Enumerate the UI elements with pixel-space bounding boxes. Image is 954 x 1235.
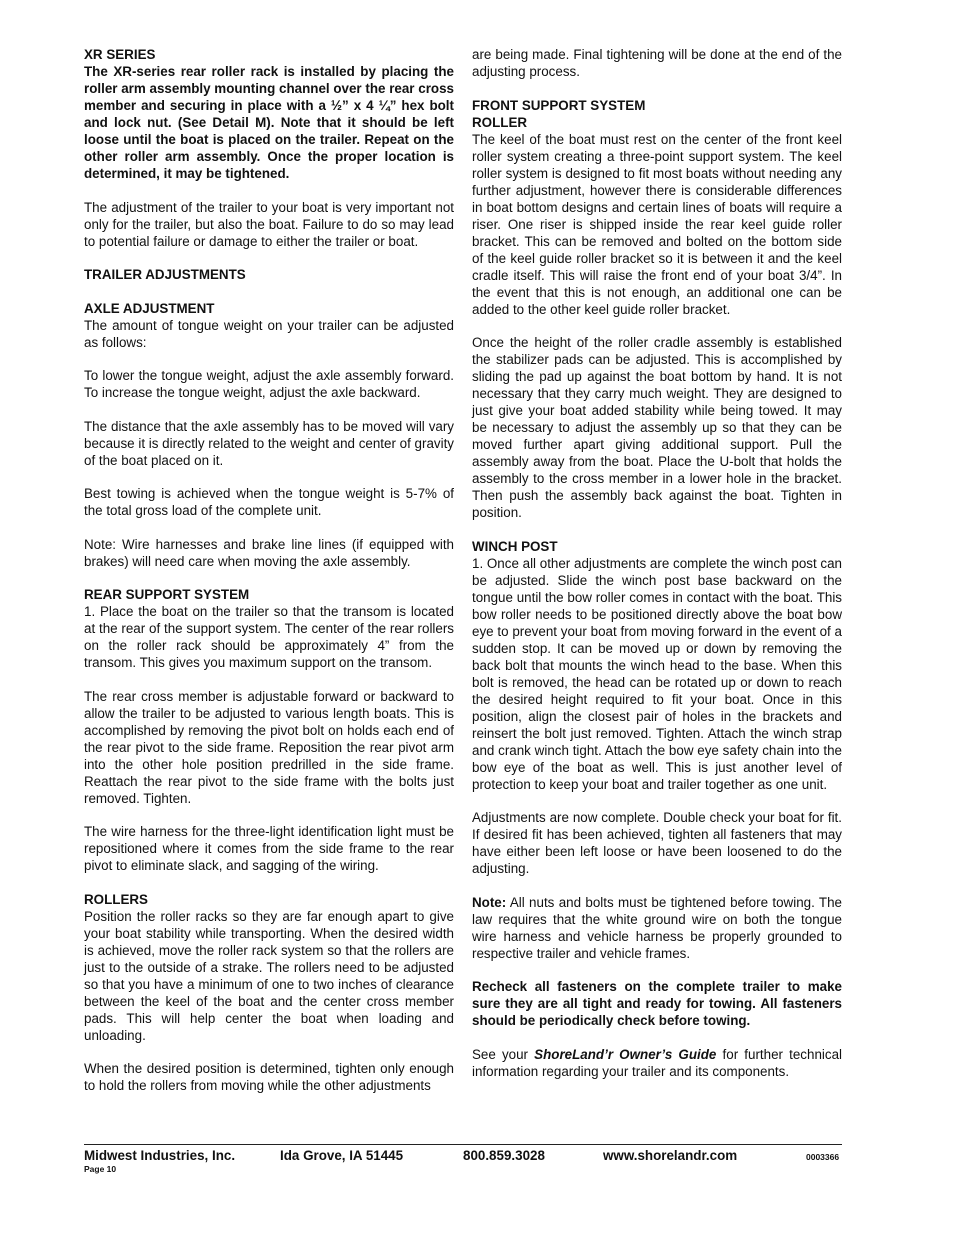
rollers-paragraph-2: When the desired position is determined, tighten only enough to hold the rollers from moving while the other adjustments <box>84 1061 454 1093</box>
page-number: Page 10 <box>84 1164 117 1174</box>
note-paragraph <box>472 894 842 962</box>
footer-company: Midwest Industries, Inc. <box>84 1148 236 1163</box>
recheck-paragraph: Recheck all fasteners on the complete trailer to make sure they are all tight and ready for towing. All fasteners should be periodically check before towing. <box>472 979 842 1028</box>
rear-support-section <box>84 586 454 671</box>
footer-divider <box>84 1144 842 1145</box>
axle-paragraph-2: To lower the tongue weight, adjust the axle assembly forward. To increase the tongue weight, adjust the axle backward. <box>84 368 454 400</box>
footer <box>84 1148 842 1168</box>
front-support-section <box>472 97 842 318</box>
winch-post-section <box>472 538 842 793</box>
axle-adjustment-heading: AXLE ADJUSTMENT <box>84 300 215 316</box>
front-support-subheading: ROLLER <box>472 114 528 130</box>
footer-city: Ida Grove, IA 51445 <box>280 1148 404 1163</box>
axle-paragraph-3: The distance that the axle assembly has to be moved will vary because it is directly related to the weight and center of gravity of the boat placed on it. <box>84 418 454 468</box>
front-support-paragraph-2: Once the height of the roller cradle assembly is established the stabilizer pads can be adjusted. This is accomplished by sliding the pad up against the boat bottom by hand. It is not necessary that they carry much weight. They are designed to just give your boat added stability while being towed. It may be necessary to adjust the assembly up so that they can be moved further apart giving additional support. Pull the assembly away from the boat. Place the U-bolt that holds the assembly to the cross member in a lower hole in the bracket. Then push the assembly back against the boat. Tighten in position. <box>472 335 842 520</box>
footer-doc-code: 0003366 <box>806 1152 840 1162</box>
see-guide-suffix: for further technical information regarding your trailer and its components. <box>472 1046 842 1079</box>
left-column <box>84 46 454 1094</box>
xr-series-heading: XR SERIES <box>84 47 156 62</box>
adjustments-complete-paragraph: Adjustments are now complete. Double check your boat for fit. If desired fit has been achieved, tighten all fasteners that may have either been left loose or have been loosened to do the adjusting. <box>472 810 842 876</box>
winch-post-body: 1. Once all other adjustments are complete the winch post can be adjusted. Slide the winch post base backward on the tongue until the bow roller comes in contact with the boat. This bow roller needs to be positioned directly above the boat bow eye to prevent your boat from moving forward in the event of a sudden stop. It can be moved up or down by removing the back bolt that mounts the winch head to the base. When this bolt is removed, the head can be rotated up or down to reach the desired height required to fit your boat. Once in this position, align the closest pair of holes in the brackets and reinsert the bolt just removed. Tighten. Attach the winch strap and crank winch tight. Attach the bow eye safety chain into the bow eye of the boat as well. This is just another level of protection to keep your boat and trailer together as one unit. <box>472 555 842 792</box>
rollers-section <box>84 891 454 1044</box>
xr-series-section <box>84 46 454 182</box>
rollers-body: Position the roller racks so they are far enough apart to give your boat stability while transporting. When the desired width is achieved, move the roller rack system so that the rollers are just to the outside of a strake. The rollers need to be adjusted so that you have a minimum of one to two inches of clearance between the keel of the boat and the center cross member pads. This will help center the boat when loading and unloading. <box>84 908 454 1043</box>
axle-paragraph-4: Best towing is achieved when the tongue weight is 5-7% of the total gross load of the complete unit. <box>84 486 454 518</box>
winch-post-heading: WINCH POST <box>472 538 558 554</box>
front-support-heading: FRONT SUPPORT SYSTEM <box>472 97 646 113</box>
rear-support-body: 1. Place the boat on the trailer so that the transom is located at the rear of the support system. The center of the rear rollers on the roller rack should be approximately 4” from the transom. This gives you maximum support on the transom. <box>84 604 454 670</box>
rear-support-paragraph-3: The wire harness for the three-light identification light must be repositioned where it comes from the side frame to the rear pivot to eliminate slack, and sagging of the wiring. <box>84 824 454 873</box>
rear-support-heading: REAR SUPPORT SYSTEM <box>84 587 250 602</box>
note-text: All nuts and bolts must be tightened before towing. The law requires that the white ground wire on both the tongue wire harness and vehicle harness be properly grounded to respective trailer and vehicle frames. <box>472 894 842 961</box>
adjustment-intro: The adjustment of the trailer to your boat is very important not only for the trailer, but also the boat. Failure to do so may lead to potential failure or damage to either the trailer or boat. <box>84 199 454 249</box>
footer-phone: 800.859.3028 <box>463 1148 545 1163</box>
right-column <box>472 46 842 1080</box>
axle-adjustment-body: The amount of tongue weight on your trailer can be adjusted as follows: <box>84 317 454 350</box>
note-label: Note: <box>472 894 507 910</box>
continuation-paragraph: are being made. Final tightening will be done at the end of the adjusting process. <box>472 47 842 79</box>
rear-support-paragraph-2: The rear cross member is adjustable forward or backward to allow the trailer to be adjusted to various length boats. This is accomplished by removing the pivot bolt on holds each end of the rear pivot to the side frame. Reposition the rear pivot arm into the other hole position predrilled in the side frame. Reattach the rear pivot to the side frame with the bolts just removed. Tighten. <box>84 688 454 806</box>
xr-series-body: The XR-series rear roller rack is installed by placing the roller arm assembly mounting channel over the rear cross member and securing in place with a ½” x 4 ¼” hex bolt and lock nut. (See Detail M). Note that it should be left loose until the boat is placed on the trailer. Repeat on the other roller arm assembly. Once the proper location is determined, it may be tightened. <box>84 64 454 181</box>
see-guide-paragraph <box>472 1046 842 1080</box>
axle-note: Note: Wire harnesses and brake line lines (if equipped with brakes) will need care when moving the axle assembly. <box>84 536 454 569</box>
see-guide-prefix: See your <box>472 1046 535 1062</box>
front-support-body: The keel of the boat must rest on the center of the front keel roller system creating a three-point support system. The keel roller system is designed to fit most boats without needing any further adjustment, however there is considerable differences in boat bottom designs and certain lines of boats will require a riser. One riser is shipped inside the rear keel guide roller bracket. This can be removed and bolted on the bottom side of the keel guide roller bracket so it is between it and the keel cradle itself. This will raise the front end of your boat 3/4”. In the event that this is not enough, an additional one can be added to the other keel guide roller bracket. <box>472 131 842 317</box>
trailer-adjustments-heading: TRAILER ADJUSTMENTS <box>84 267 246 282</box>
footer-website: www.shorelandr.com <box>603 1148 738 1163</box>
axle-adjustment-section <box>84 300 454 351</box>
owners-guide-title: ShoreLand’r Owner’s Guide <box>534 1046 717 1062</box>
rollers-heading: ROLLERS <box>84 891 148 907</box>
